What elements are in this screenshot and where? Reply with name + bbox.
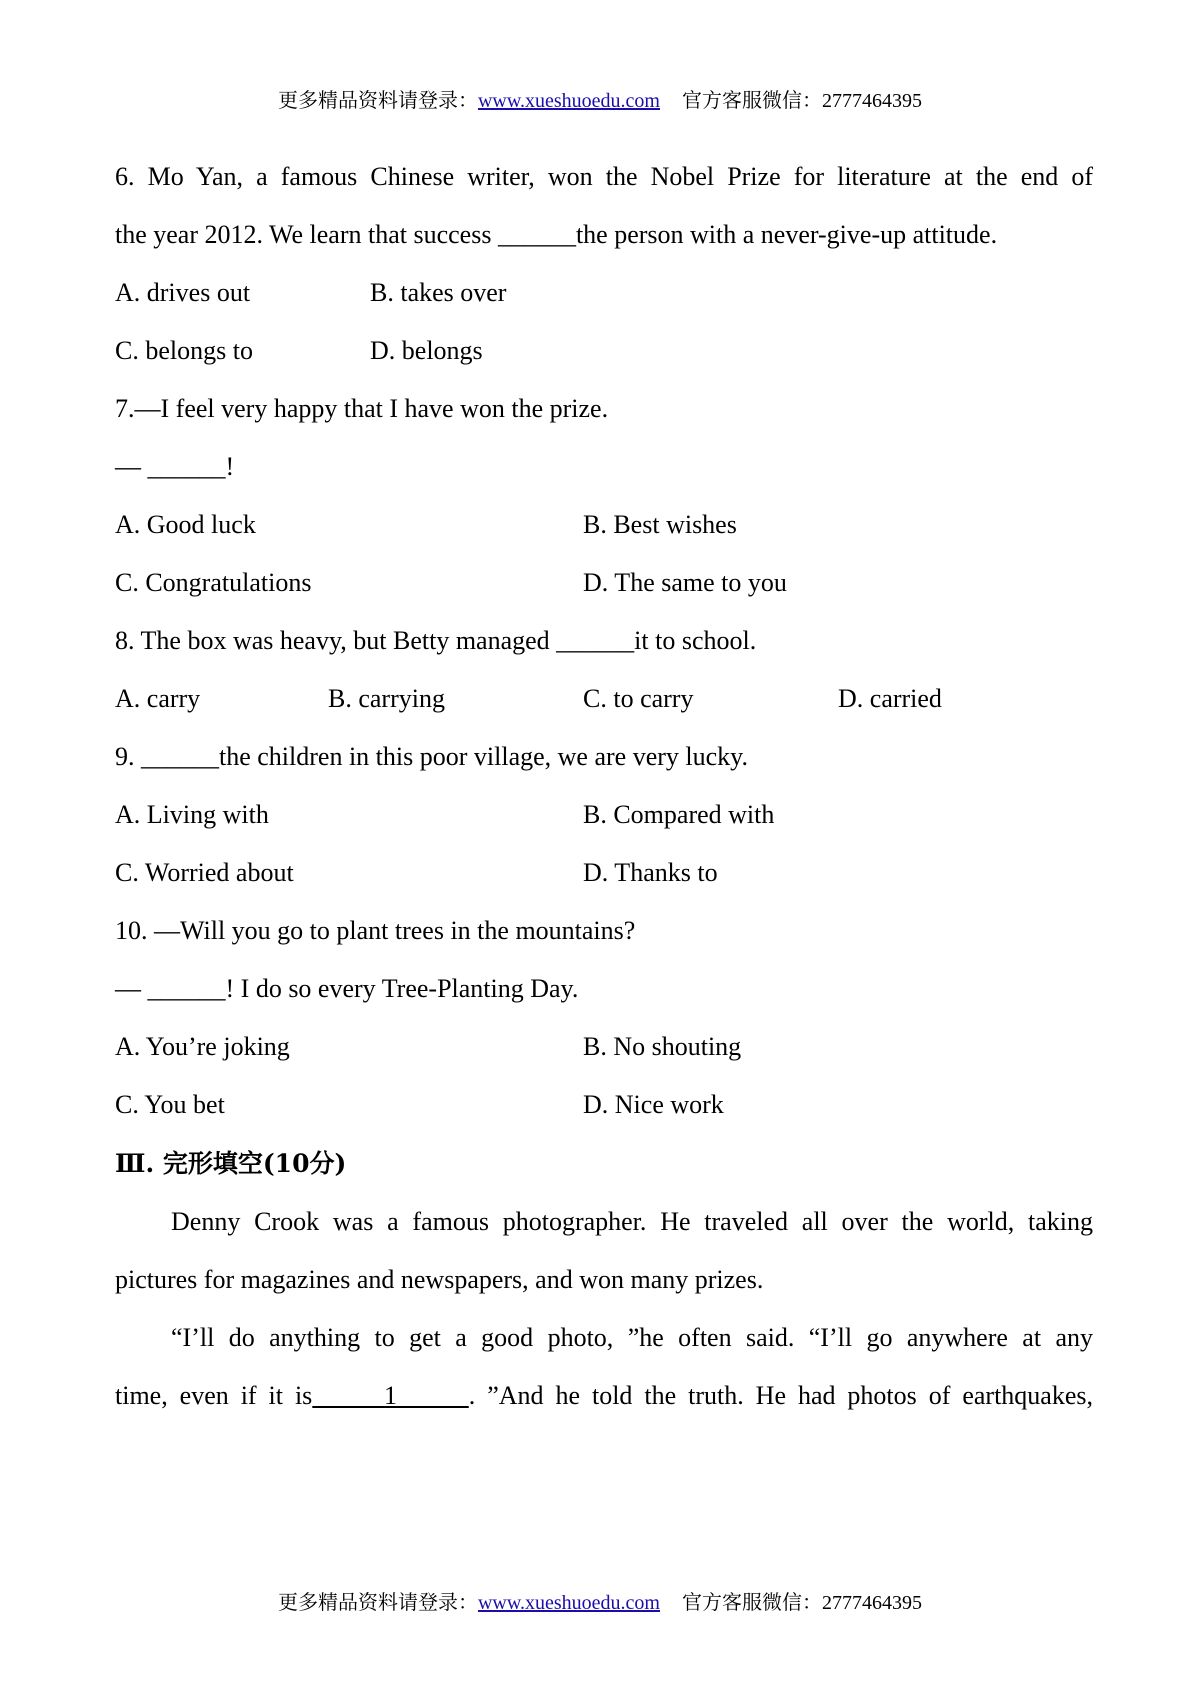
q10-option-d: D. Nice work (583, 1090, 724, 1119)
passage-text-before-blank: time, even if it is (115, 1381, 313, 1410)
q9-option-b: B. Compared with (583, 800, 775, 829)
passage-p2-line-1: “I’ll do anything to get a good photo, ”he often said. “I’ll go anywhere at any (171, 1323, 1093, 1352)
header-prefix: 更多精品资料请登录： (277, 90, 478, 112)
q9-option-a: A. Living with (115, 800, 269, 829)
q7-option-b: B. Best wishes (583, 510, 737, 539)
passage-p2-line-2 (115, 1380, 1093, 1412)
passage-text-after-blank: . ”And he told the truth. He had photos of earthquakes, (468, 1381, 1094, 1410)
cloze-blank-1: 1 (312, 1381, 469, 1410)
q6-option-a: A. drives out (115, 278, 251, 307)
footer-service: 官方客服微信：2777464395 (682, 1592, 922, 1614)
q8-option-b: B. carrying (328, 684, 445, 713)
q7-option-c: C. Congratulations (115, 568, 312, 597)
header-service: 官方客服微信：2777464395 (682, 90, 922, 112)
footer-prefix: 更多精品资料请登录： (277, 1592, 478, 1614)
q6-option-d: D. belongs (370, 336, 483, 365)
q8-option-d: D. carried (838, 684, 942, 713)
q7-option-d: D. The same to you (583, 568, 787, 597)
question-6-line-2: the year 2012. We learn that success ______the person with a never-give-up attitude. (115, 220, 998, 249)
passage-p1-line-1: Denny Crook was a famous photographer. He traveled all over the world, taking (171, 1207, 1093, 1236)
section-title: Ⅲ. 完形填空(10分) (115, 1149, 347, 1178)
q9-option-d: D. Thanks to (583, 858, 718, 887)
q10-option-c: C. You bet (115, 1090, 225, 1119)
q6-option-c: C. belongs to (115, 336, 253, 365)
q7-option-a: A. Good luck (115, 510, 256, 539)
page-footer (0, 1591, 1200, 1615)
q9-option-c: C. Worried about (115, 858, 294, 887)
page-header (0, 89, 1200, 113)
question-6-line-1: 6. Mo Yan, a famous Chinese writer, won the Nobel Prize for literature at the end of (115, 162, 1093, 191)
footer-url-link[interactable]: www.xueshuoedu.com (477, 1592, 660, 1614)
q8-option-c: C. to carry (583, 684, 694, 713)
header-url-link[interactable]: www.xueshuoedu.com (477, 90, 660, 112)
question-7-line-1: 7.—I feel very happy that I have won the prize. (115, 394, 609, 423)
question-7-line-2: — ______! (115, 452, 235, 481)
question-10-line-1: 10. —Will you go to plant trees in the mountains? (115, 916, 636, 945)
passage-p1-line-2: pictures for magazines and newspapers, and won many prizes. (115, 1265, 764, 1294)
q10-option-a: A. You’re joking (115, 1032, 290, 1061)
question-9-line-1: 9. ______the children in this poor village, we are very lucky. (115, 742, 748, 771)
question-8-line-1: 8. The box was heavy, but Betty managed ______it to school. (115, 626, 757, 655)
question-10-line-2: — ______! I do so every Tree-Planting Day. (115, 974, 579, 1003)
q10-option-b: B. No shouting (583, 1032, 742, 1061)
q6-option-b: B. takes over (370, 278, 507, 307)
q8-option-a: A. carry (115, 684, 201, 713)
